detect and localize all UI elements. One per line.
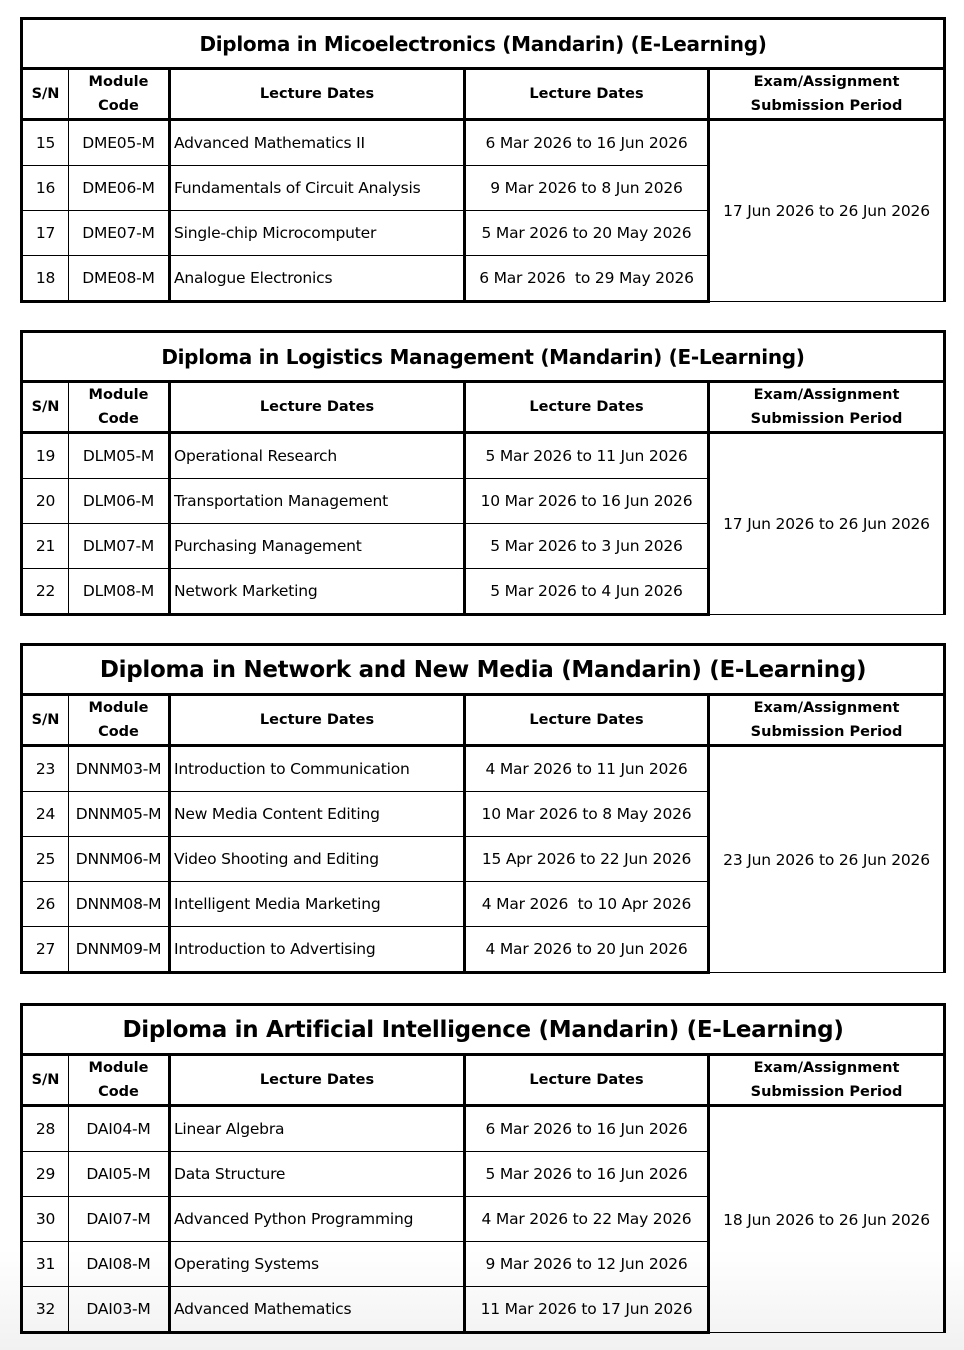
table-title-row xyxy=(22,332,945,382)
header-row xyxy=(22,1055,945,1106)
table-title: Diploma in Micoelectronics (Mandarin) (E-Learning) xyxy=(22,19,945,69)
header-module-name: Lecture Dates xyxy=(170,1055,465,1106)
header-sn: S/N xyxy=(22,69,69,120)
row-lecture-dates: 6 Mar 2026 to 16 Jun 2026 xyxy=(465,1106,709,1152)
row-lecture-dates: 4 Mar 2026 to 22 May 2026 xyxy=(465,1197,709,1242)
header-module-code: Module Code xyxy=(69,69,170,120)
row-module-code: DME05-M xyxy=(69,120,170,166)
row-module-name: Fundamentals of Circuit Analysis xyxy=(170,166,465,211)
schedule-table-microelectronics xyxy=(20,17,946,303)
row-lecture-dates: 11 Mar 2026 to 17 Jun 2026 xyxy=(465,1287,709,1333)
header-lecture-dates: Lecture Dates xyxy=(465,382,709,433)
header-exam-period: Exam/Assignment Submission Period xyxy=(709,69,945,120)
row-module-name: Advanced Mathematics xyxy=(170,1287,465,1333)
row-module-name: Video Shooting and Editing xyxy=(170,837,465,882)
row-sn: 27 xyxy=(22,927,69,973)
table-row xyxy=(22,120,945,166)
row-sn: 23 xyxy=(22,746,69,792)
row-sn: 24 xyxy=(22,792,69,837)
table-title: Diploma in Logistics Management (Mandarin) (E-Learning) xyxy=(22,332,945,382)
row-sn: 32 xyxy=(22,1287,69,1333)
row-sn: 30 xyxy=(22,1197,69,1242)
header-sn: S/N xyxy=(22,1055,69,1106)
exam-period-cell: 17 Jun 2026 to 26 Jun 2026 xyxy=(709,120,945,302)
row-module-name: Intelligent Media Marketing xyxy=(170,882,465,927)
row-lecture-dates: 6 Mar 2026 to 16 Jun 2026 xyxy=(465,120,709,166)
header-row xyxy=(22,695,945,746)
row-module-code: DNNM09-M xyxy=(69,927,170,973)
row-sn: 28 xyxy=(22,1106,69,1152)
row-module-code: DAI04-M xyxy=(69,1106,170,1152)
row-module-name: Data Structure xyxy=(170,1152,465,1197)
table-title: Diploma in Network and New Media (Mandarin) (E-Learning) xyxy=(22,645,945,695)
row-lecture-dates: 4 Mar 2026 to 20 Jun 2026 xyxy=(465,927,709,973)
row-lecture-dates: 5 Mar 2026 to 11 Jun 2026 xyxy=(465,433,709,479)
row-module-code: DNNM08-M xyxy=(69,882,170,927)
row-module-name: Single-chip Microcomputer xyxy=(170,211,465,256)
row-lecture-dates: 9 Mar 2026 to 8 Jun 2026 xyxy=(465,166,709,211)
header-lecture-dates: Lecture Dates xyxy=(465,695,709,746)
row-sn: 17 xyxy=(22,211,69,256)
row-module-name: Purchasing Management xyxy=(170,524,465,569)
row-sn: 21 xyxy=(22,524,69,569)
header-sn: S/N xyxy=(22,695,69,746)
header-module-name: Lecture Dates xyxy=(170,695,465,746)
header-module-name: Lecture Dates xyxy=(170,69,465,120)
row-lecture-dates: 9 Mar 2026 to 12 Jun 2026 xyxy=(465,1242,709,1287)
table-title-row xyxy=(22,1005,945,1055)
row-module-name: Analogue Electronics xyxy=(170,256,465,302)
row-module-name: Network Marketing xyxy=(170,569,465,615)
row-module-code: DLM06-M xyxy=(69,479,170,524)
row-module-code: DAI08-M xyxy=(69,1242,170,1287)
row-module-code: DLM08-M xyxy=(69,569,170,615)
exam-period-cell: 23 Jun 2026 to 26 Jun 2026 xyxy=(709,746,945,973)
row-module-code: DAI03-M xyxy=(69,1287,170,1333)
schedule-table-network-new-media xyxy=(20,643,946,974)
row-lecture-dates: 6 Mar 2026 to 29 May 2026 xyxy=(465,256,709,302)
row-module-code: DNNM06-M xyxy=(69,837,170,882)
table-title-row xyxy=(22,19,945,69)
row-lecture-dates: 15 Apr 2026 to 22 Jun 2026 xyxy=(465,837,709,882)
schedule-table-logistics xyxy=(20,330,946,616)
row-sn: 16 xyxy=(22,166,69,211)
row-sn: 20 xyxy=(22,479,69,524)
header-row xyxy=(22,69,945,120)
table-row xyxy=(22,1106,945,1152)
header-row xyxy=(22,382,945,433)
row-module-name: Advanced Mathematics II xyxy=(170,120,465,166)
row-module-name: New Media Content Editing xyxy=(170,792,465,837)
row-module-name: Transportation Management xyxy=(170,479,465,524)
row-sn: 19 xyxy=(22,433,69,479)
header-module-code: Module Code xyxy=(69,382,170,433)
header-lecture-dates: Lecture Dates xyxy=(465,1055,709,1106)
row-sn: 29 xyxy=(22,1152,69,1197)
row-sn: 18 xyxy=(22,256,69,302)
row-lecture-dates: 4 Mar 2026 to 10 Apr 2026 xyxy=(465,882,709,927)
header-exam-period: Exam/Assignment Submission Period xyxy=(709,382,945,433)
row-lecture-dates: 10 Mar 2026 to 8 May 2026 xyxy=(465,792,709,837)
row-module-name: Advanced Python Programming xyxy=(170,1197,465,1242)
row-module-code: DAI07-M xyxy=(69,1197,170,1242)
row-module-name: Operating Systems xyxy=(170,1242,465,1287)
row-sn: 25 xyxy=(22,837,69,882)
table-title-row xyxy=(22,645,945,695)
exam-period-cell: 18 Jun 2026 to 26 Jun 2026 xyxy=(709,1106,945,1333)
table-row xyxy=(22,746,945,792)
table-row xyxy=(22,433,945,479)
schedule-table-artificial-intelligence xyxy=(20,1003,946,1334)
row-module-code: DLM07-M xyxy=(69,524,170,569)
row-module-code: DNNM03-M xyxy=(69,746,170,792)
row-lecture-dates: 5 Mar 2026 to 4 Jun 2026 xyxy=(465,569,709,615)
header-module-code: Module Code xyxy=(69,695,170,746)
row-module-name: Introduction to Communication xyxy=(170,746,465,792)
header-exam-period: Exam/Assignment Submission Period xyxy=(709,695,945,746)
row-module-name: Linear Algebra xyxy=(170,1106,465,1152)
row-lecture-dates: 4 Mar 2026 to 11 Jun 2026 xyxy=(465,746,709,792)
header-exam-period: Exam/Assignment Submission Period xyxy=(709,1055,945,1106)
row-module-code: DAI05-M xyxy=(69,1152,170,1197)
header-sn: S/N xyxy=(22,382,69,433)
row-module-code: DLM05-M xyxy=(69,433,170,479)
row-lecture-dates: 5 Mar 2026 to 20 May 2026 xyxy=(465,211,709,256)
row-lecture-dates: 5 Mar 2026 to 16 Jun 2026 xyxy=(465,1152,709,1197)
row-module-code: DME07-M xyxy=(69,211,170,256)
header-module-code: Module Code xyxy=(69,1055,170,1106)
row-module-code: DME08-M xyxy=(69,256,170,302)
row-lecture-dates: 5 Mar 2026 to 3 Jun 2026 xyxy=(465,524,709,569)
row-sn: 26 xyxy=(22,882,69,927)
header-lecture-dates: Lecture Dates xyxy=(465,69,709,120)
row-sn: 31 xyxy=(22,1242,69,1287)
row-sn: 22 xyxy=(22,569,69,615)
row-module-name: Introduction to Advertising xyxy=(170,927,465,973)
row-module-code: DME06-M xyxy=(69,166,170,211)
row-sn: 15 xyxy=(22,120,69,166)
row-lecture-dates: 10 Mar 2026 to 16 Jun 2026 xyxy=(465,479,709,524)
header-module-name: Lecture Dates xyxy=(170,382,465,433)
row-module-code: DNNM05-M xyxy=(69,792,170,837)
row-module-name: Operational Research xyxy=(170,433,465,479)
table-title: Diploma in Artificial Intelligence (Mandarin) (E-Learning) xyxy=(22,1005,945,1055)
exam-period-cell: 17 Jun 2026 to 26 Jun 2026 xyxy=(709,433,945,615)
